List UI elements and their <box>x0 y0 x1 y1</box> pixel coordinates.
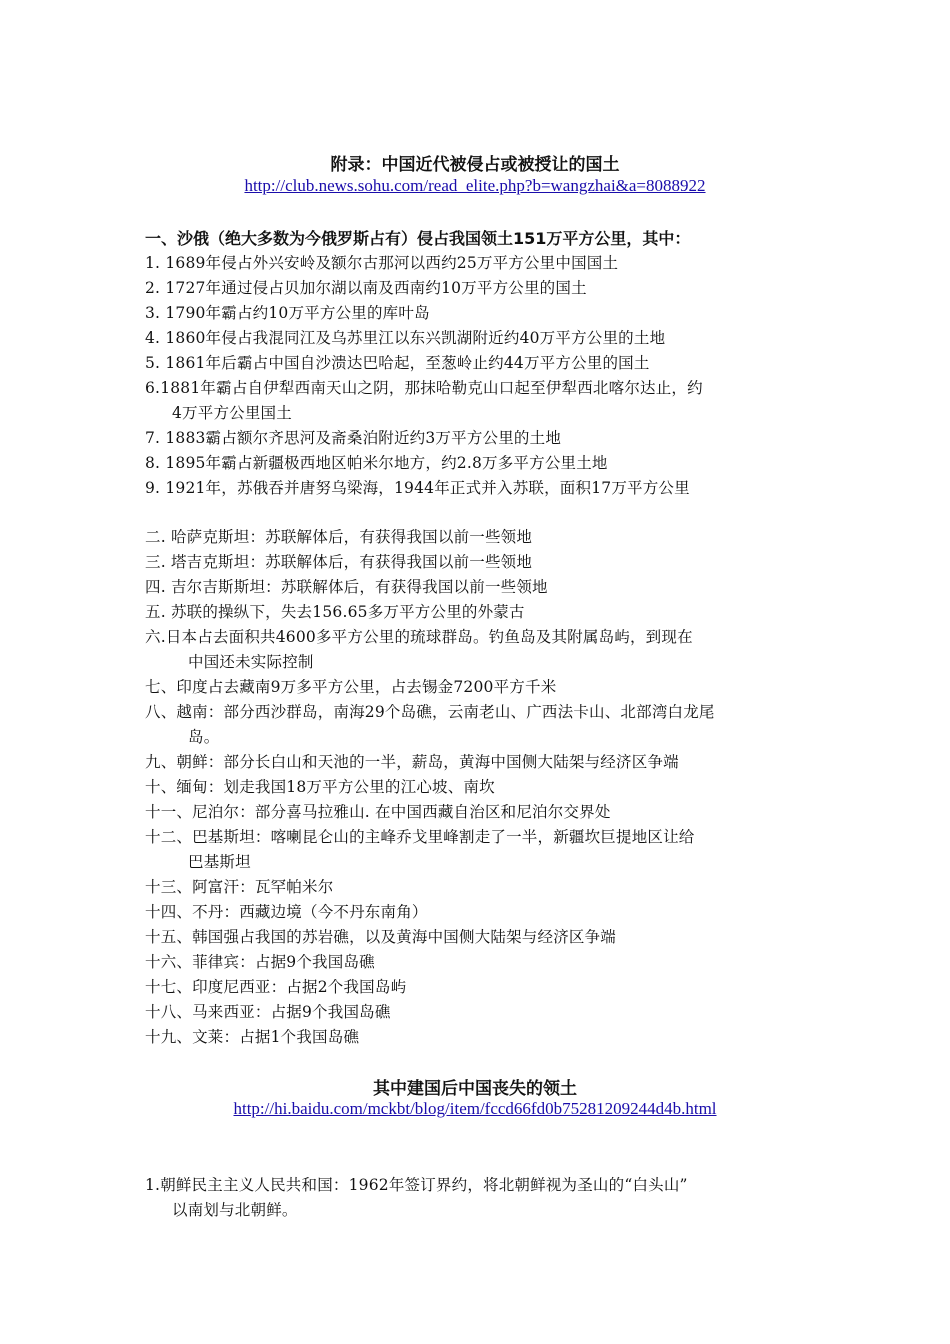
list-item-continuation: 巴基斯坦 <box>188 853 251 871</box>
list-item: 十六、菲律宾：占据9个我国岛礁 <box>145 953 375 971</box>
list-item-continuation: 以南划与北朝鲜。 <box>172 1201 298 1219</box>
list-item: 四. 吉尔吉斯斯坦：苏联解体后，有获得我国以前一些领地 <box>145 578 548 596</box>
list-item-continuation: 中国还未实际控制 <box>188 653 314 671</box>
list-item: 六.日本占去面积共4600多平方公里的琉球群岛。钓鱼岛及其附属岛屿，到现在 <box>145 628 693 646</box>
list-item: 十七、印度尼西亚：占据2个我国岛屿 <box>145 978 407 996</box>
list-item: 三. 塔吉克斯坦：苏联解体后，有获得我国以前一些领地 <box>145 553 533 571</box>
list-item: 十四、不丹：西藏边境（今不丹东南角） <box>145 903 428 921</box>
list-item: 十三、阿富汗：瓦罕帕米尔 <box>145 878 334 896</box>
list-item: 十、缅甸：划走我国18万平方公里的江心坡、南坎 <box>145 778 495 796</box>
post-1949-title: 其中建国后中国丧失的领土 <box>373 1079 577 1099</box>
list-item: 十九、文莱：占据1个我国岛礁 <box>145 1028 360 1046</box>
list-item: 十二、巴基斯坦：喀喇昆仑山的主峰乔戈里峰割走了一半，新疆坎巨提地区让给 <box>145 828 695 846</box>
list-item: 十五、韩国强占我国的苏岩礁，以及黄海中国侧大陆架与经济区争端 <box>145 928 617 946</box>
list-item: 8. 1895年霸占新疆极西地区帕米尔地方，约2.8万多平方公里土地 <box>145 454 608 472</box>
list-item: 6.1881年霸占自伊犁西南天山之阴，那抹哈勒克山口起至伊犁西北喀尔达止，约 <box>145 379 703 397</box>
baidu-source-link[interactable]: http://hi.baidu.com/mckbt/blog/item/fccd66fd0b75281209244d4b.html <box>233 1099 717 1118</box>
list-item: 九、朝鲜：部分长白山和天池的一半，薪岛，黄海中国侧大陆架与经济区争端 <box>145 753 679 771</box>
list-item: 5. 1861年后霸占中国自沙溃达巴哈起，至葱岭止约44万平方公里的国土 <box>145 354 650 372</box>
list-item: 二. 哈萨克斯坦：苏联解体后，有获得我国以前一些领地 <box>145 528 533 546</box>
list-item: 十一、尼泊尔：部分喜马拉雅山. 在中国西藏自治区和尼泊尔交界处 <box>145 803 611 821</box>
list-item: 3. 1790年霸占约10万平方公里的库叶岛 <box>145 304 430 322</box>
list-item: 2. 1727年通过侵占贝加尔湖以南及西南约10万平方公里的国土 <box>145 279 587 297</box>
list-item: 4. 1860年侵占我混同江及乌苏里江以东兴凯湖附近约40万平方公里的土地 <box>145 329 666 347</box>
sohu-source-link[interactable]: http://club.news.sohu.com/read_elite.php?b=wangzhai&a=8088922 <box>244 176 706 195</box>
list-item: 十八、马来西亚：占据9个我国岛礁 <box>145 1003 391 1021</box>
list-item-continuation: 岛。 <box>188 728 220 746</box>
appendix-title: 附录：中国近代被侵占或被授让的国土 <box>330 155 620 175</box>
list-item-continuation: 4万平方公里国土 <box>172 404 292 422</box>
list-item: 1. 1689年侵占外兴安岭及额尔古那河以西约25万平方公里中国国土 <box>145 254 619 272</box>
list-item: 八、越南：部分西沙群岛，南海29个岛礁，云南老山、广西法卡山、北部湾白龙尾 <box>145 703 715 721</box>
list-item: 五. 苏联的操纵下，失去156.65多万平方公里的外蒙古 <box>145 603 525 621</box>
list-item: 1.朝鲜民主主义人民共和国：1962年签订界约，将北朝鲜视为圣山的“白头山” <box>145 1176 688 1194</box>
list-item: 7. 1883霸占额尔齐思河及斋桑泊附近约3万平方公里的土地 <box>145 429 562 447</box>
list-item: 9. 1921年，苏俄吞并唐努乌梁海，1944年正式并入苏联，面积17万平方公里 <box>145 479 690 497</box>
list-item: 七、印度占去藏南9万多平方公里，占去锡金7200平方千米 <box>145 678 557 696</box>
russia-heading: 一、沙俄（绝大多数为今俄罗斯占有）侵占我国领土151万平方公里，其中： <box>145 229 691 248</box>
